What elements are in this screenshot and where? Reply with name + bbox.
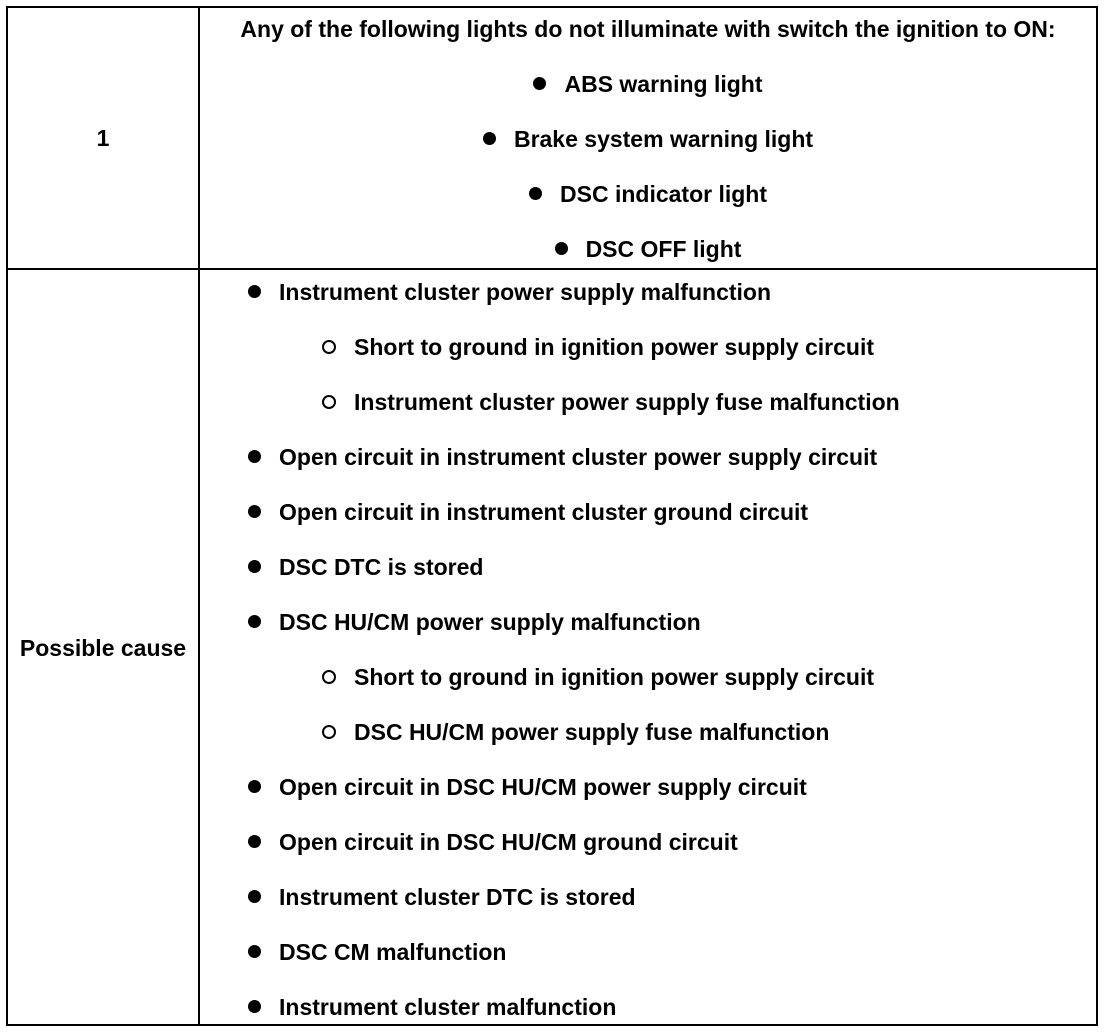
light-item: DSC indicator light bbox=[200, 167, 1096, 222]
cause-sub-item: Instrument cluster power supply fuse malfunction bbox=[322, 375, 900, 430]
bullet-icon bbox=[248, 780, 261, 793]
possible-cause-row bbox=[8, 270, 1096, 1026]
bullet-icon bbox=[529, 187, 542, 200]
open-bullet-icon bbox=[322, 340, 336, 354]
open-bullet-icon bbox=[322, 725, 336, 739]
cause-item: DSC DTC is stored bbox=[248, 540, 483, 595]
bullet-icon bbox=[248, 835, 261, 848]
bullet-icon bbox=[248, 285, 261, 298]
bullet-icon bbox=[248, 615, 261, 628]
bullet-icon bbox=[248, 890, 261, 903]
cause-item: Open circuit in DSC HU/CM power supply circuit bbox=[248, 760, 807, 815]
cause-item: DSC HU/CM power supply malfunction bbox=[248, 595, 701, 650]
cause-item: Open circuit in instrument cluster power supply circuit bbox=[248, 430, 877, 485]
cause-item: DSC CM malfunction bbox=[248, 925, 506, 980]
cause-sub-item: Short to ground in ignition power supply circuit bbox=[322, 320, 874, 375]
possible-cause-label: Possible cause bbox=[19, 634, 187, 661]
bullet-icon bbox=[483, 132, 496, 145]
cause-item: Open circuit in DSC HU/CM ground circuit bbox=[248, 815, 738, 870]
open-bullet-icon bbox=[322, 395, 336, 409]
troubleshooting-table bbox=[6, 6, 1098, 1026]
symptom-cell bbox=[200, 8, 1096, 268]
bullet-icon bbox=[248, 560, 261, 573]
light-item: ABS warning light bbox=[200, 57, 1096, 112]
possible-cause-list bbox=[200, 270, 1096, 1026]
open-bullet-icon bbox=[322, 670, 336, 684]
step-number-cell bbox=[8, 8, 198, 268]
bullet-icon bbox=[248, 450, 261, 463]
step-number: 1 bbox=[96, 124, 110, 151]
cause-item: Instrument cluster malfunction bbox=[248, 980, 616, 1035]
cause-item: Open circuit in instrument cluster ground circuit bbox=[248, 485, 808, 540]
symptom-text: Any of the following lights do not illuminate with switch the ignition to ON: bbox=[240, 16, 1056, 42]
symptom-row bbox=[8, 8, 1096, 270]
possible-cause-label-cell bbox=[8, 270, 198, 1026]
bullet-icon bbox=[533, 77, 546, 90]
light-item: Brake system warning light bbox=[200, 112, 1096, 167]
bullet-icon bbox=[248, 1000, 261, 1013]
light-item: DSC OFF light bbox=[200, 222, 1096, 277]
cause-sub-item: DSC HU/CM power supply fuse malfunction bbox=[322, 705, 829, 760]
bullet-icon bbox=[248, 945, 261, 958]
cause-sub-item: Short to ground in ignition power supply circuit bbox=[322, 650, 874, 705]
bullet-icon bbox=[555, 242, 568, 255]
cause-item: Instrument cluster power supply malfunction bbox=[248, 265, 771, 320]
bullet-icon bbox=[248, 505, 261, 518]
cause-item: Instrument cluster DTC is stored bbox=[248, 870, 636, 925]
